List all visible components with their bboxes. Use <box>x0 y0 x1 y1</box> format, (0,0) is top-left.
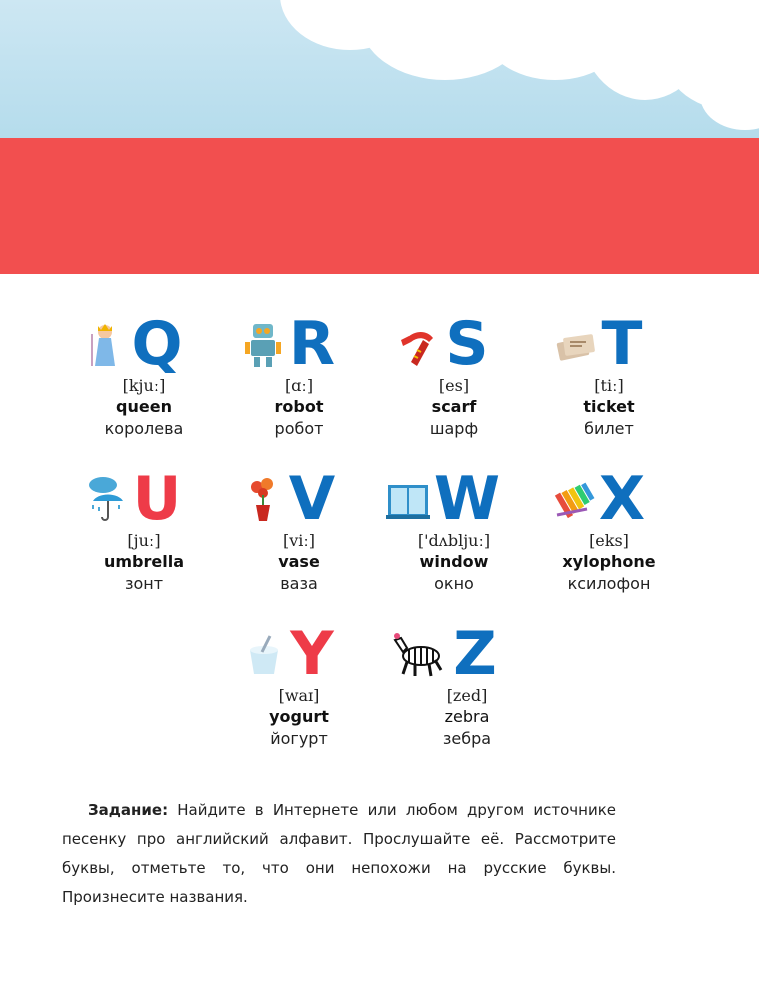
transcription: [eks] <box>589 531 629 550</box>
russian-translation: ксилофон <box>567 574 651 593</box>
letter: X <box>598 464 646 534</box>
letter-card-w <box>368 465 518 595</box>
letter: W <box>433 464 501 534</box>
task-paragraph <box>62 796 616 912</box>
english-word: zebra <box>444 707 490 726</box>
robot-icon <box>241 320 285 368</box>
queen-icon <box>83 320 127 368</box>
task-label: Задание: <box>88 801 169 819</box>
english-word: vase <box>278 552 320 571</box>
english-word: yogurt <box>269 707 329 726</box>
letter-card-u <box>58 465 208 595</box>
letter-card-q <box>58 310 208 440</box>
letter-card-v <box>213 465 363 595</box>
transcription: [ɑː] <box>284 376 314 395</box>
russian-translation: шарф <box>429 419 479 438</box>
letter: Q <box>131 309 183 379</box>
letter-card-y <box>213 620 363 750</box>
window-icon <box>386 475 430 523</box>
letter: R <box>288 309 336 379</box>
russian-translation: йогурт <box>270 729 328 748</box>
task-text: Найдите в Интернете или любом другом источнике песенку про английский алфавит. Прослушайте её. Рассмотрите буквы, отметьте то, что они непохожи на русские буквы. Произнесите названия. <box>62 801 616 906</box>
letter: V <box>288 464 336 534</box>
english-word: ticket <box>583 397 635 416</box>
transcription: [es] <box>438 376 470 395</box>
yogurt-icon <box>242 630 286 678</box>
transcription: [tiː] <box>594 376 624 395</box>
sky-header <box>0 0 759 138</box>
transcription: ['dʌbljuː] <box>417 531 491 550</box>
letter: U <box>132 464 182 534</box>
ticket-icon <box>554 320 598 368</box>
letter-card-t <box>523 310 673 440</box>
scarf-icon <box>397 320 441 368</box>
russian-translation: робот <box>274 419 324 438</box>
russian-translation: билет <box>584 419 634 438</box>
transcription: [waɪ] <box>278 686 320 705</box>
letter-card-x <box>523 465 673 595</box>
red-banner <box>0 138 759 274</box>
letter-card-z <box>358 620 528 750</box>
letter-card-s <box>368 310 518 440</box>
letter: S <box>445 309 489 379</box>
letter: Z <box>453 619 497 689</box>
transcription: [juː] <box>127 531 161 550</box>
letter: T <box>601 309 643 379</box>
russian-translation: зонт <box>124 574 164 593</box>
transcription: [viː] <box>282 531 316 550</box>
vase-icon <box>241 475 285 523</box>
english-word: umbrella <box>103 552 185 571</box>
russian-translation: ваза <box>280 574 318 593</box>
english-word: queen <box>116 397 172 416</box>
transcription: [zed] <box>446 686 488 705</box>
english-word: xylophone <box>562 552 656 571</box>
russian-translation: зебра <box>442 729 492 748</box>
umbrella-icon <box>85 475 129 523</box>
letter-card-r <box>213 310 363 440</box>
letter: Y <box>290 619 334 689</box>
russian-translation: окно <box>434 574 474 593</box>
russian-translation: королева <box>104 419 184 438</box>
english-word: robot <box>274 397 324 416</box>
english-word: scarf <box>431 397 477 416</box>
transcription: [kjuː] <box>122 376 166 395</box>
english-word: window <box>419 552 489 571</box>
zebra-icon <box>389 630 449 678</box>
xylophone-icon <box>551 475 595 523</box>
